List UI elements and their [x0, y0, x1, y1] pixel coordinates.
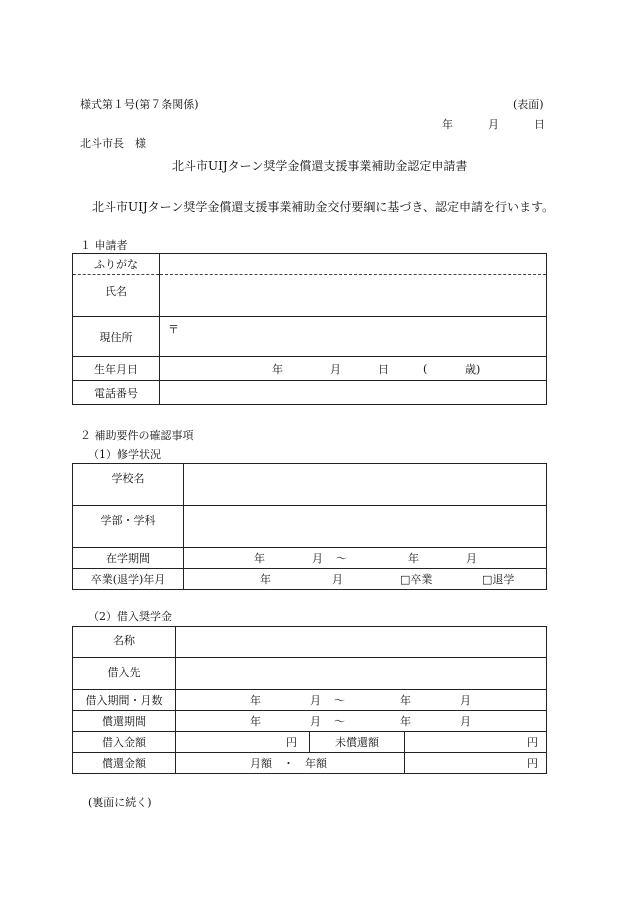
- borrow-to-month: 月: [460, 694, 471, 707]
- grad-field[interactable]: [184, 569, 547, 590]
- date-year-label: 年: [442, 118, 453, 131]
- birth-day-label: 日: [378, 362, 389, 376]
- grad-month: 月: [332, 573, 343, 586]
- period-to-month: 月: [466, 552, 477, 565]
- date-day-label: 日: [534, 118, 545, 131]
- unpaid-label: 未償還額: [310, 732, 405, 753]
- repay-period-label: 償還期間: [73, 711, 176, 732]
- applicant-table: [72, 253, 547, 405]
- study-table: [72, 463, 547, 590]
- grad-label: 卒業(退学)年月: [73, 569, 184, 590]
- repay-period-field[interactable]: [176, 711, 547, 732]
- document-title: 北斗市UIJターン奨学金償還支援事業補助金認定申請書: [172, 159, 468, 173]
- borrow-tilde: ～: [334, 694, 345, 707]
- borrow-from-month: 月: [310, 694, 321, 707]
- withdraw-checkbox[interactable]: □退学: [482, 573, 515, 586]
- repay-to-year: 年: [400, 715, 411, 728]
- period-from-year: 年: [254, 552, 265, 565]
- phone-field[interactable]: [160, 381, 547, 405]
- sub2-heading: （2）借入奨学金: [88, 610, 172, 623]
- repay-amount-field[interactable]: [176, 753, 405, 774]
- section1-heading: １ 申請者: [80, 239, 128, 252]
- borrow-amount-yen: 円: [286, 736, 297, 749]
- side-label: (表面): [513, 98, 544, 111]
- period-label: 在学期間: [73, 548, 184, 569]
- age-close: 歳): [465, 362, 481, 376]
- address-label: 現住所: [73, 317, 160, 357]
- school-field[interactable]: [184, 464, 547, 506]
- borrow-period-field[interactable]: [176, 690, 547, 711]
- borrow-amount-field[interactable]: [176, 732, 310, 753]
- age-open: (: [423, 362, 428, 375]
- repay-from-month: 月: [310, 715, 321, 728]
- lender-label: 借入先: [73, 658, 176, 690]
- school-label: 学校名: [73, 464, 184, 506]
- repay-amount-yen: 円: [527, 757, 539, 770]
- name-field[interactable]: [160, 275, 547, 317]
- continued-note: (裏面に続く): [88, 796, 152, 809]
- phone-label: 電話番号: [73, 381, 160, 405]
- unpaid-field[interactable]: [405, 732, 547, 753]
- birth-year-label: 年: [272, 362, 283, 376]
- lender-field[interactable]: [176, 658, 547, 690]
- birth-label: 生年月日: [73, 357, 160, 381]
- section2-heading: ２ 補助要件の確認事項: [80, 429, 194, 442]
- borrow-from-year: 年: [250, 694, 261, 707]
- name-label: 氏名: [73, 275, 160, 317]
- furigana-label: ふりがな: [73, 254, 160, 275]
- intro-text: 北斗市UIJターン奨学金償還支援事業補助金交付要綱に基づき、認定申請を行います。: [92, 200, 554, 214]
- grad-checkbox[interactable]: □卒業: [400, 573, 433, 586]
- addressee: 北斗市長 様: [80, 137, 146, 150]
- grad-year: 年: [260, 573, 271, 586]
- form-number: 様式第１号(第７条関係): [80, 98, 199, 111]
- furigana-field[interactable]: [160, 254, 547, 275]
- sub1-heading: （1）修学状況: [88, 448, 161, 461]
- borrow-period-label: 借入期間・月数: [73, 690, 176, 711]
- unpaid-yen: 円: [527, 736, 539, 749]
- scholarship-name-label: 名称: [73, 627, 176, 658]
- birth-month-label: 月: [330, 362, 341, 376]
- period-to-year: 年: [408, 552, 419, 565]
- borrow-amount-label: 借入金額: [73, 732, 176, 753]
- repay-amount-label: 償還金額: [73, 753, 176, 774]
- borrow-to-year: 年: [400, 694, 411, 707]
- postal-mark: 〒: [168, 323, 179, 336]
- repay-from-year: 年: [250, 715, 261, 728]
- period-tilde: ～: [336, 552, 347, 565]
- faculty-label: 学部・学科: [73, 506, 184, 548]
- repay-amount-value-field[interactable]: [405, 753, 547, 774]
- scholarship-name-field[interactable]: [176, 627, 547, 658]
- period-from-month: 月: [312, 552, 323, 565]
- faculty-field[interactable]: [184, 506, 547, 548]
- date-month-label: 月: [488, 118, 499, 131]
- repay-to-month: 月: [460, 715, 471, 728]
- period-field[interactable]: [184, 548, 547, 569]
- monthly-annual-label: 月額 ・ 年額: [250, 757, 327, 770]
- address-field[interactable]: [160, 317, 547, 357]
- repay-tilde: ～: [334, 715, 345, 728]
- birth-field[interactable]: [160, 357, 547, 381]
- scholarship-table: [72, 626, 547, 774]
